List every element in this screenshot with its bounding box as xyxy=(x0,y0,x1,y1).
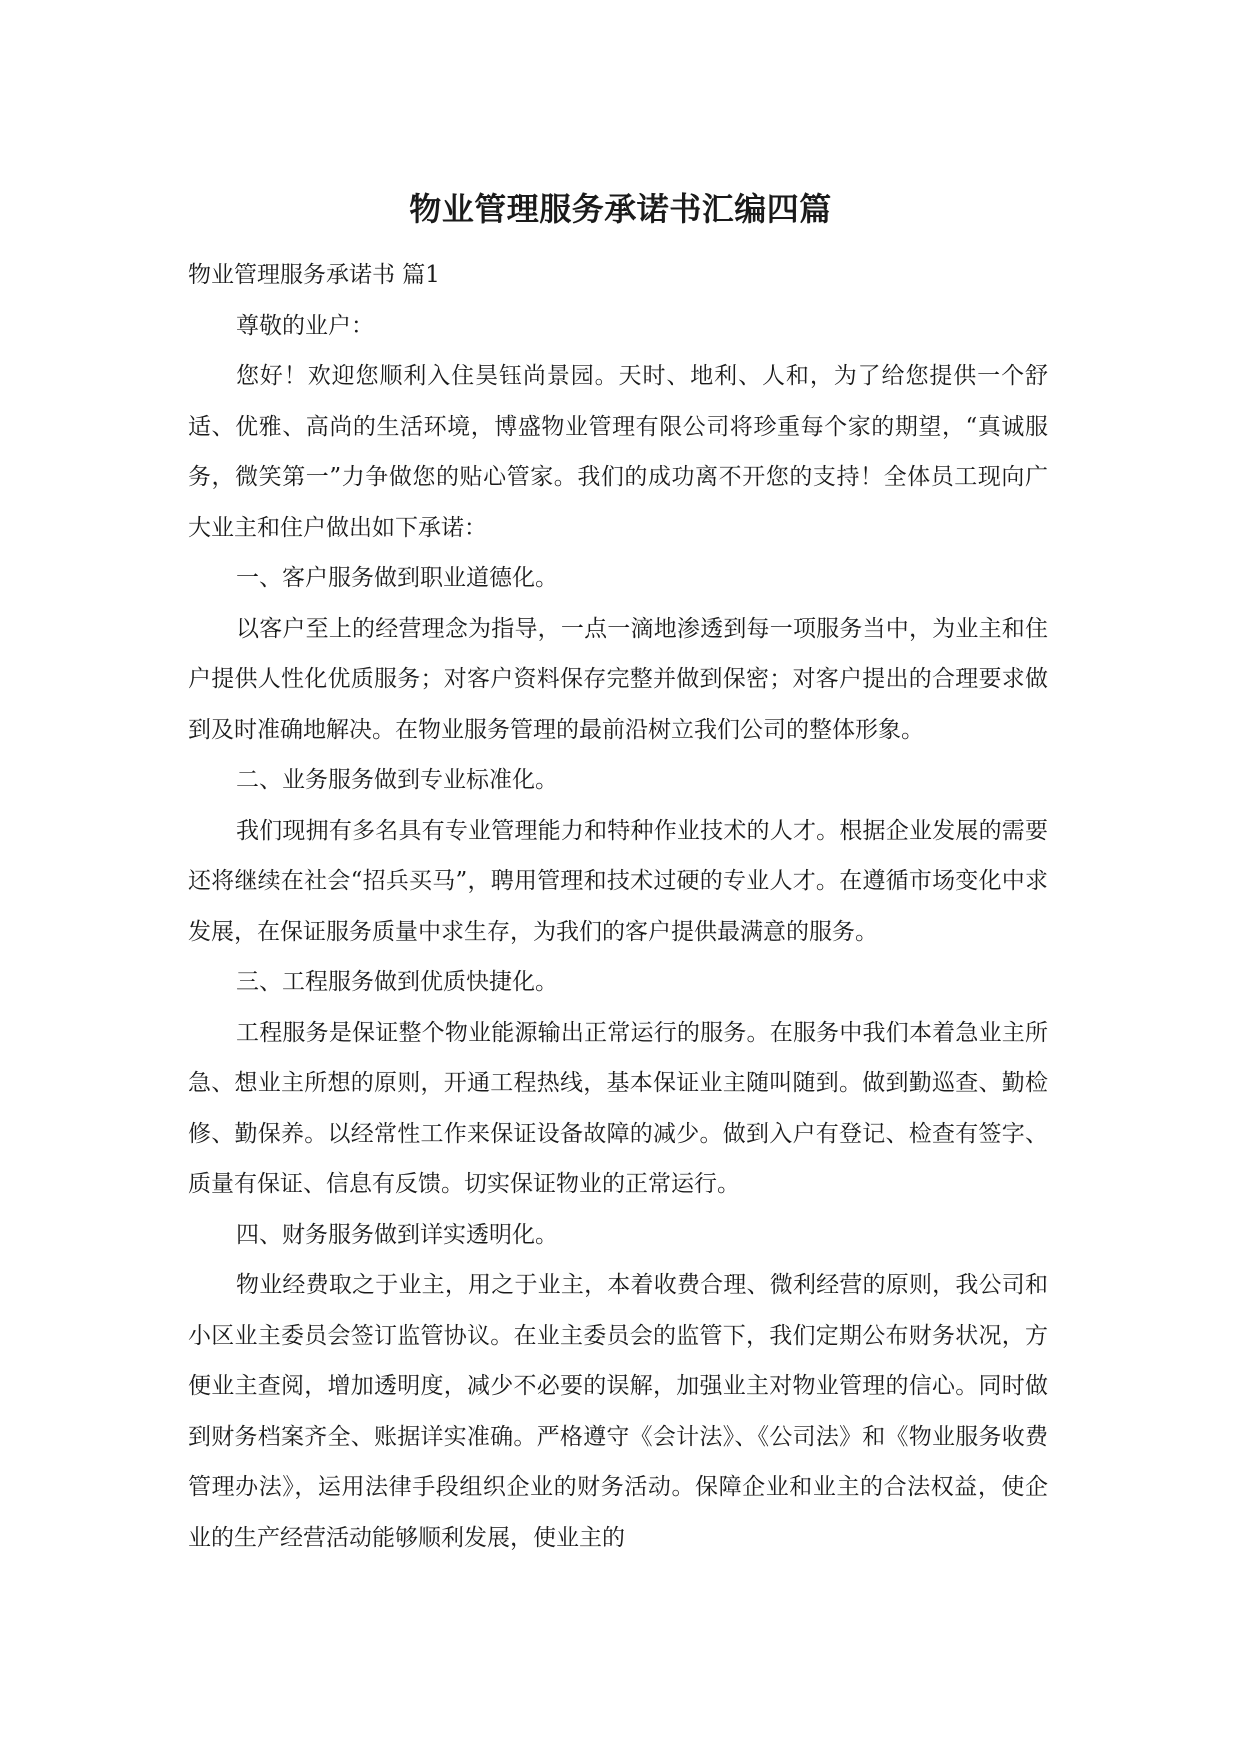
section-heading: 物业管理服务承诺书 篇1 xyxy=(188,262,440,288)
paragraph-customer-service: 以客户至上的经营理念为指导，一点一滴地渗透到每一项服务当中，为业主和住户提供人性化优质服务；对客户资料保存完整并做到保密；对客户提出的合理要求做到及时准确地解决。在物业服务管理的最前沿树立我们公司的整体形象。 xyxy=(188,615,1048,743)
item-heading-4: 四、财务服务做到详实透明化。 xyxy=(236,1221,558,1248)
document-body xyxy=(188,250,1048,1563)
salutation: 尊敬的业户： xyxy=(236,312,374,339)
paragraph-intro: 您好！欢迎您顺利入住昊钰尚景园。天时、地利、人和，为了给您提供一个舒适、优雅、高尚的生活环境，博盛物业管理有限公司将珍重每个家的期望，“真诚服务，微笑第一”力争做您的贴心管家。我们的成功离不开您的支持！全体员工现向广大业主和住户做出如下承诺： xyxy=(188,363,1048,541)
paragraph-business-service: 我们现拥有多名具有专业管理能力和特种作业技术的人才。根据企业发展的需要还将继续在社会“招兵买马”，聘用管理和技术过硬的专业人才。在遵循市场变化中求发展，在保证服务质量中求生存，为我们的客户提供最满意的服务。 xyxy=(188,817,1048,945)
document-title: 物业管理服务承诺书汇编四篇 xyxy=(409,190,832,228)
item-heading-3: 三、工程服务做到优质快捷化。 xyxy=(236,969,558,995)
item-heading-2: 二、业务服务做到专业标准化。 xyxy=(236,767,558,793)
paragraph-finance-service: 物业经费取之于业主，用之于业主，本着收费合理、微利经营的原则，我公司和小区业主委员会签订监管协议。在业主委员会的监管下，我们定期公布财务状况，方便业主查阅，增加透明度，减少不必要的误解，加强业主对物业管理的信心。同时做到财务档案齐全、账据详实准确。严格遵守《会计法》、《公司法》和《物业服务收费管理办法》，运用法律手段组织企业的财务活动。保障企业和业主的合法权益，使企业的生产经营活动能够顺利发展，使业主的 xyxy=(188,1272,1048,1551)
paragraph-engineering-service: 工程服务是保证整个物业能源输出正常运行的服务。在服务中我们本着急业主所急、想业主所想的原则，开通工程热线，基本保证业主随叫随到。做到勤巡查、勤检修、勤保养。以经常性工作来保证设备故障的减少。做到入户有登记、检查有签字、质量有保证、信息有反馈。切实保证物业的正常运行。 xyxy=(188,1019,1048,1197)
item-heading-1: 一、客户服务做到职业道德化。 xyxy=(236,565,558,591)
